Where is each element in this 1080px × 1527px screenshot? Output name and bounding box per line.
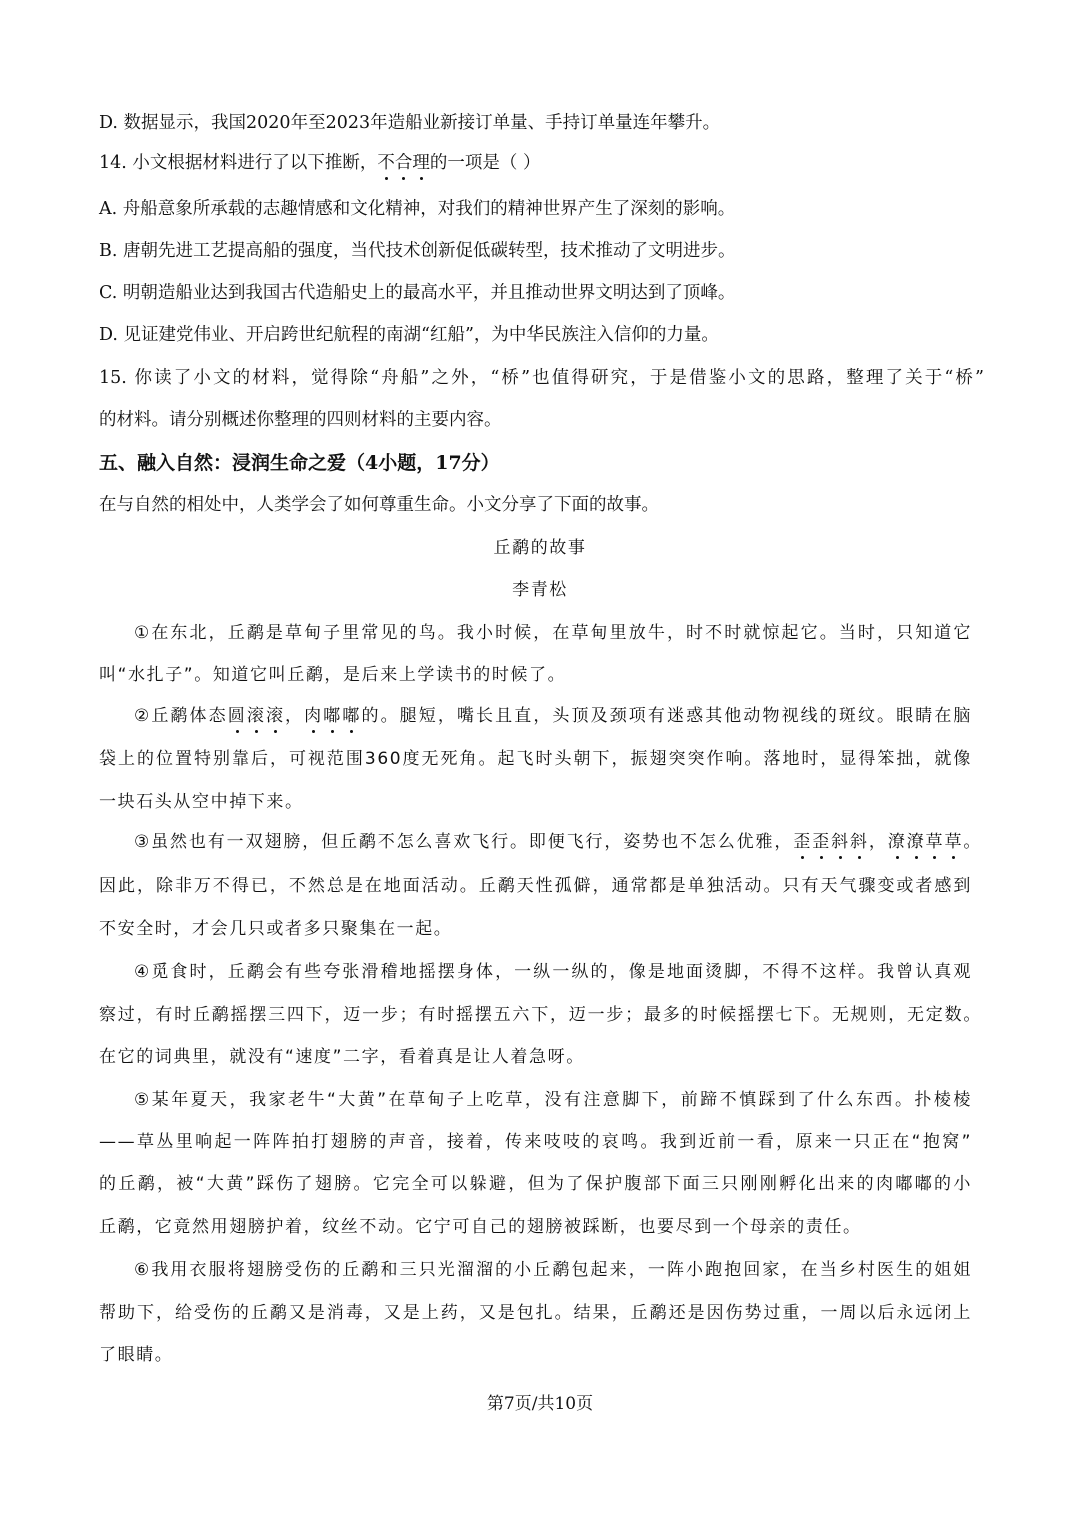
emphasis-char: 滚 [265,706,286,726]
emphasis-crooked [793,832,869,852]
para-5-line-3: 的丘鹬，被“大黄”踩伤了翅膀。它完全可以躲避，但为了保护腹部下面三只刚刚孵化出来的肉嘟嘟的小 [99,1174,972,1194]
story-author: 李青松 [512,580,568,600]
emphasis-char: 滚 [246,706,266,726]
para-6-line-2: 帮助下，给受伤的丘鹬又是消毒，又是上药，又是包扎。结果，丘鹬还是因伤势过重，一周以后永远闭上 [99,1303,972,1323]
emphasis-round [228,706,285,726]
para-5-line-2: ——草丛里响起一阵阵拍打翅膀的声音，接着，传来吱吱的哀鸣。我到近前一看，原来一只正在“抱窝” [99,1132,972,1152]
emphasis-char: 潦 [906,832,926,852]
emphasis-char: 潦 [887,832,907,852]
para-4-line-1: ④觅食时，丘鹬会有些夸张滑稽地摇摆身体，一纵一纵的，像是地面烫脚，不得不这样。我曾认真观 [134,962,972,982]
emphasis-not-reasonable [377,153,430,173]
emphasis-char: 草 [925,832,945,852]
option-a-14: A. 舟船意象所承载的志趣情感和文化精神，对我们的精神世界产生了深刻的影响。 [99,199,736,219]
para-3-line-2: 因此，除非万不得已，不然总是在地面活动。丘鹬天性孤僻，通常都是单独活动。只有天气骤变或者感到 [99,876,972,896]
section-five-heading: 五、融入自然：浸润生命之爱（4小题，17分） [99,452,500,474]
section-intro: 在与自然的相处中，人类学会了如何尊重生命。小文分享了下面的故事。 [99,495,659,515]
question-15-line-1: 15. 你读了小文的材料，觉得除“舟船”之外，“桥”也值得研究，于是借鉴小文的思路，整理了关于“桥” [99,368,984,388]
para-1-line-1: ①在东北，丘鹬是草甸子里常见的鸟。我小时候，在草甸里放牛，时不时就惊起它。当时，只知道它 [134,623,972,643]
para-5-line-4: 丘鹬，它竟然用翅膀护着，纹丝不动。它宁可自己的翅膀被踩断，也要尽到一个母亲的责任。 [99,1217,862,1237]
option-d-14: D. 见证建党伟业、开启跨世纪航程的南湖“红船”，为中华民族注入信仰的力量。 [99,325,719,345]
emphasis-char: 圆 [227,706,247,726]
para-1-line-2: 叫“水扎子”。知道它叫丘鹬，是后来上学读书的时候了。 [99,665,567,685]
story-title: 丘鹬的故事 [493,538,587,558]
para-6-line-1: ⑥我用衣服将翅膀受伤的丘鹬和三只光溜溜的小丘鹬包起来，一阵小跑抱回家，在当乡村医生的姐姐 [134,1260,972,1280]
emphasis-sloppy [888,832,964,852]
option-b-14: B. 唐朝先进工艺提高船的强度，当代技术创新促低碳转型，技术推动了文明进步。 [99,241,736,261]
option-d-13: D. 数据显示，我国2020年至2023年造船业新接订单量、手持订单量连年攀升。 [99,113,721,133]
para-3-line-1: ③虽然也有一双翅膀，但丘鹬不怎么喜欢飞行。即便飞行，姿势也不怎么优雅，歪歪斜斜，潦潦草草。 [134,832,982,852]
option-c-14: C. 明朝造船业达到我国古代造船史上的最高水平，并且推动世界文明达到了顶峰。 [99,283,736,303]
para-6-line-3: 了眼睛。 [99,1345,174,1365]
para-5-line-1: ⑤某年夏天，我家老牛“大黄”在草甸子上吃草，没有注意脚下，前蹄不慎踩到了什么东西。扑棱棱 [134,1090,972,1110]
emphasis-char: 理 [412,153,430,173]
question-15-line-2: 的材料。请分别概述你整理的四则材料的主要内容。 [99,410,502,430]
para-2-line-2: 袋上的位置特别靠后，可视范围360度无死角。起飞时头朝下，振翅突突作响。落地时，显得笨拙，就像 [99,749,972,769]
question-14: 14. 小文根据材料进行了以下推断，不合理的一项是（ ） [99,153,541,173]
para-3-line-3: 不安全时，才会几只或者多只聚集在一起。 [99,919,453,939]
emphasis-char: 不 [377,153,395,173]
emphasis-char: 肉 [304,706,324,726]
emphasis-char: 嘟 [323,706,343,726]
para-2-line-3: 一块石头从空中掉下来。 [99,792,304,812]
emphasis-char: 斜 [849,832,869,852]
page-footer: 第7页/共10页 [486,1394,594,1414]
emphasis-char: 斜 [831,832,850,852]
para-2-line-1: ②丘鹬体态圆滚滚，肉嘟嘟的。腿短，嘴长且直，头顶及颈项有迷惑其他动物视线的斑纹。眼睛在脑 [134,706,973,726]
emphasis-char: 合 [394,153,413,173]
emphasis-char: 草 [944,832,964,852]
para-4-line-2: 察过，有时丘鹬摇摆三四下，迈一步；有时摇摆五六下，迈一步；最多的时候摇摆七下。无规则，无定数。 [99,1005,982,1025]
emphasis-char: 歪 [793,832,813,852]
emphasis-char: 歪 [812,832,832,852]
para-4-line-3: 在它的词典里，就没有“速度”二字，看着真是让人着急呀。 [99,1047,585,1067]
emphasis-char: 嘟 [342,706,362,726]
emphasis-plump [304,706,361,726]
